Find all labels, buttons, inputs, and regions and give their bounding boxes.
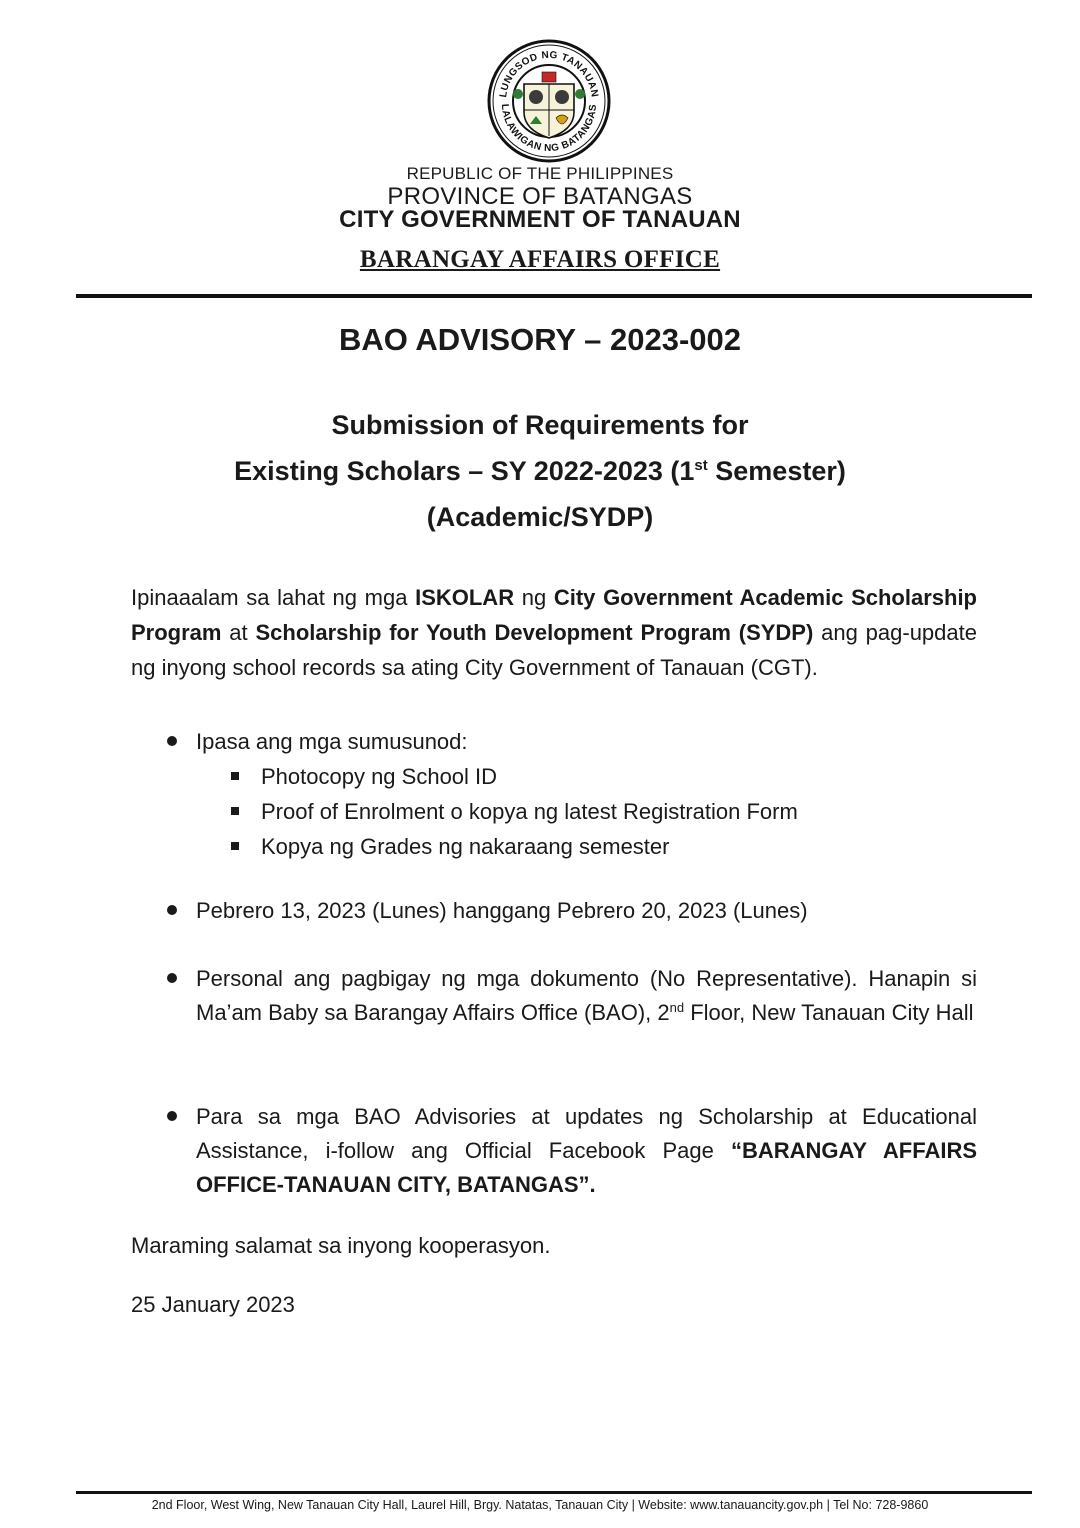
republic-heading: REPUBLIC OF THE PHILIPPINES — [406, 164, 674, 183]
personal-submission-bullet — [163, 962, 977, 1030]
personal-text-suffix: Floor, New Tanauan City Hall — [684, 1000, 974, 1025]
submit-label: Ipasa ang mga sumusunod: — [196, 729, 468, 754]
seal-top-text: LUNGSOD NG TANAUAN — [498, 49, 600, 99]
intro-text-1: Ipinaaalam sa lahat ng mga — [131, 585, 416, 610]
list-item — [163, 1100, 977, 1202]
advisory-title: BAO ADVISORY – 2023-002 — [338, 322, 742, 357]
requirement-text: Proof of Enrolment o kopya ng latest Registration Form — [261, 799, 798, 824]
intro-bold-program: City Government Academic Scholarship Program — [131, 585, 977, 645]
subject-line-2 — [0, 448, 1080, 494]
intro-bold-sydp: Scholarship for Youth Development Program (SYDP) — [255, 620, 814, 645]
bullet-dot-icon — [167, 973, 177, 983]
header-divider — [76, 294, 1032, 298]
follow-text: Para sa mga BAO Advisories at updates ng Scholarship at Educational Assistance, i-follow ang Official Facebook Page — [196, 1104, 977, 1163]
list-item — [163, 725, 977, 759]
closing-text: Maraming salamat sa inyong kooperasyon. — [131, 1233, 551, 1258]
advisory-date: 25 January 2023 — [131, 1292, 295, 1317]
footer-divider — [76, 1491, 1032, 1494]
intro-text-2: ng — [514, 585, 554, 610]
schedule-text: Pebrero 13, 2023 (Lunes) hanggang Pebrero 20, 2023 (Lunes) — [196, 898, 808, 923]
list-item — [163, 962, 977, 1030]
city-government-heading: CITY GOVERNMENT OF TANAUAN — [339, 206, 741, 233]
intro-text-4: ang pag-update ng inyong school records sa ating City Government of Tanauan (CGT). — [131, 620, 977, 680]
bullet-dot-icon — [167, 905, 177, 915]
subject-line-2-prefix: Existing Scholars – SY 2022-2023 (1 — [234, 456, 695, 486]
intro-paragraph — [131, 580, 977, 685]
intro-text-3: at — [221, 620, 256, 645]
requirement-item — [163, 829, 977, 864]
list-item — [163, 894, 977, 928]
requirement-text: Photocopy ng School ID — [261, 764, 498, 789]
requirement-text: Kopya ng Grades ng nakaraang semester — [261, 834, 670, 859]
personal-text-prefix: Personal ang pagbigay ng mga dokumento (No Representative). Hanapin si Ma’am Baby sa Barangay Affairs Office (BAO), 2 — [196, 966, 977, 1025]
advisory-subject — [0, 402, 1080, 540]
province-heading: PROVINCE OF BATANGAS — [387, 183, 693, 210]
square-bullet-icon — [231, 807, 239, 815]
facebook-page-name: “BARANGAY AFFAIRS OFFICE-TANAUAN CITY, BATANGAS”. — [196, 1138, 978, 1197]
footer-contact: 2nd Floor, West Wing, New Tanauan City Hall, Laurel Hill, Brgy. Natatas, Tanauan City | Website: www.tanauancity.gov.ph | Tel No: 728-9860 — [151, 1498, 929, 1512]
subject-line-1: Submission of Requirements for — [331, 410, 749, 440]
bullet-dot-icon — [167, 1111, 177, 1121]
office-heading: BARANGAY AFFAIRS OFFICE — [359, 246, 721, 273]
requirement-item — [163, 794, 977, 829]
square-bullet-icon — [231, 842, 239, 850]
bullet-dot-icon — [167, 736, 177, 746]
subject-line-2-suffix: Semester) — [707, 456, 846, 486]
intro-bold-iskolar: ISKOLAR — [415, 585, 515, 610]
follow-facebook-bullet — [163, 1100, 977, 1202]
requirements-bullet — [163, 725, 977, 864]
city-seal-logo — [486, 38, 612, 164]
subject-line-2-sup: st — [694, 457, 708, 474]
subject-line-3: (Academic/SYDP) — [426, 502, 654, 532]
personal-text-sup: nd — [669, 1000, 685, 1015]
square-bullet-icon — [231, 772, 239, 780]
requirement-item — [163, 759, 977, 794]
schedule-bullet — [163, 894, 977, 928]
seal-bottom-text: LALAWIGAN NG BATANGAS — [498, 103, 600, 155]
